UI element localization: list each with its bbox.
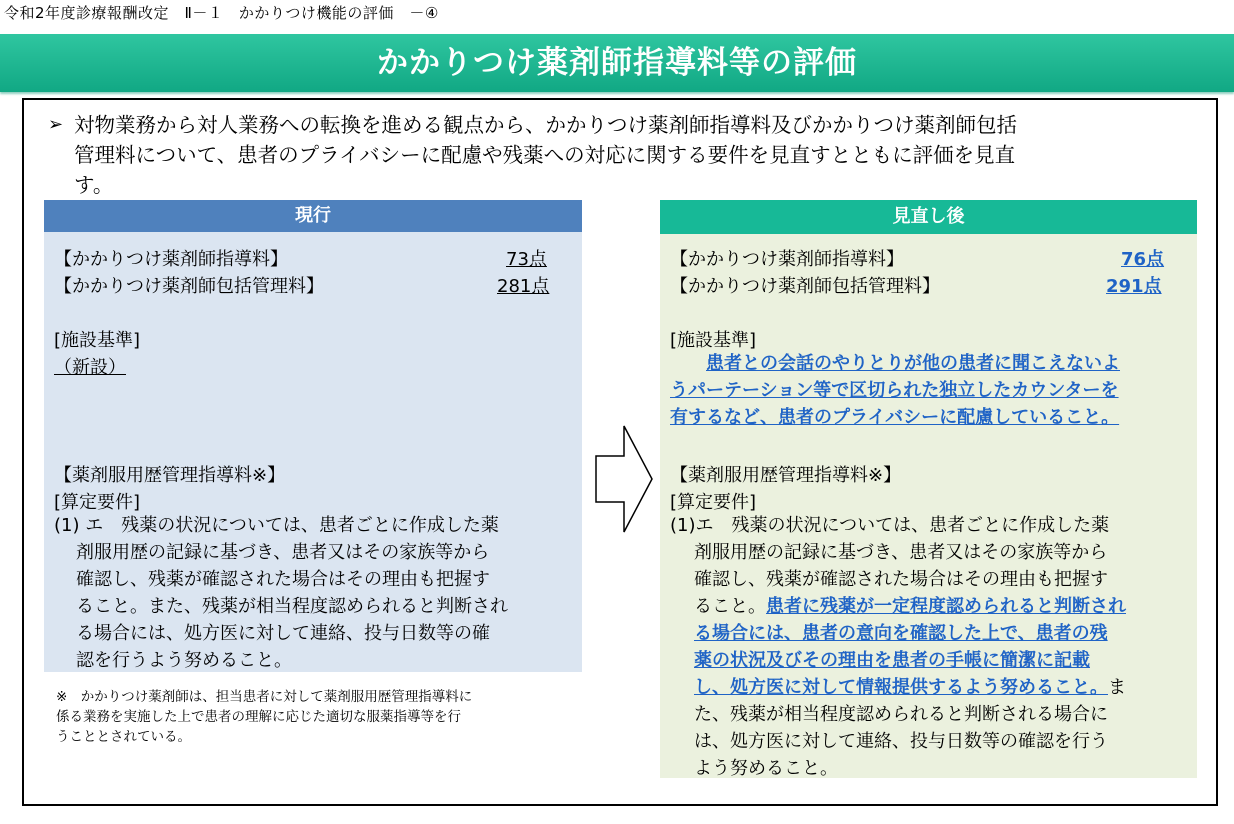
current-facility-value: （新設） <box>54 357 126 378</box>
revised-calc-label: [算定要件] <box>670 492 757 513</box>
req-line: た、残薬が相当程度認められると判断される場合に <box>694 704 1108 725</box>
right-arrow-outline-icon <box>594 424 654 534</box>
current-fee1-name: 【かかりつけ薬剤師指導料】 <box>54 249 288 270</box>
footnote <box>56 687 586 747</box>
revised-fee1-name: 【かかりつけ薬剤師指導料】 <box>670 249 904 270</box>
req-emphasis: し、処方医に対して情報提供するよう努めること。 <box>694 677 1108 698</box>
bullet-icon: ➢ <box>48 114 64 135</box>
revised-facility-label: [施設基準] <box>670 330 757 351</box>
req-line: (1) エ 残薬の状況については、患者ごとに作成した薬 <box>54 515 499 536</box>
req-text: ま <box>1108 677 1126 698</box>
req-line: 剤服用歴の記録に基づき、患者又はその家族等から <box>694 542 1108 563</box>
current-fee1-points: 73点 <box>506 249 547 270</box>
current-fee2-name: 【かかりつけ薬剤師包括管理料】 <box>54 276 324 297</box>
revised-fee1-points: 76点 <box>1121 249 1165 270</box>
facility-line: 有するなど、患者のプライバシーに配慮していること。 <box>670 407 1120 428</box>
revised-requirements <box>670 512 1195 782</box>
footnote-line: うこととされている。 <box>56 729 191 745</box>
req-line: 認を行うよう努めること。 <box>76 650 292 671</box>
current-facility-label: [施設基準] <box>54 330 141 351</box>
req-line: 確認し、残薬が確認された場合はその理由も把握す <box>76 569 490 590</box>
revised-header: 見直し後 <box>660 200 1197 234</box>
req-line: ること。また、残薬が相当程度認められると判断され <box>76 596 508 617</box>
req-text: ること。 <box>694 596 766 617</box>
revised-fee2-points: 291点 <box>1106 276 1162 297</box>
facility-line: うパーテーション等で区切られた独立したカウンターを <box>670 380 1119 401</box>
intro-line: 対物業務から対人業務への転換を進める観点から、かかりつけ薬剤師指導料及びかかりつけ薬剤師包括 <box>74 113 1017 137</box>
current-drug-title: 【薬剤服用歴管理指導料※】 <box>54 465 286 486</box>
intro-line: す。 <box>74 173 114 197</box>
current-fee2-points: 281点 <box>497 276 550 297</box>
current-header: 現行 <box>44 200 582 232</box>
current-requirements <box>54 512 574 674</box>
req-line <box>670 674 1195 701</box>
footnote-line: 係る業務を実施した上で患者の理解に応じた適切な服薬指導等を行 <box>56 709 461 725</box>
req-line: る場合には、処方医に対して連絡、投与日数等の確 <box>76 623 490 644</box>
req-line: は、処方医に対して連絡、投与日数等の確認を行う <box>694 731 1108 752</box>
req-line <box>670 593 1195 620</box>
req-line: 確認し、残薬が確認された場合はその理由も把握す <box>694 569 1108 590</box>
facility-line: 患者との会話のやりとりが他の患者に聞こえないよ <box>706 353 1120 374</box>
req-line: よう努めること。 <box>694 758 838 779</box>
breadcrumb: 令和2年度診療報酬改定 Ⅱ－１ かかりつけ機能の評価 －④ <box>4 4 439 22</box>
page-title: かかりつけ薬剤師指導料等の評価 <box>377 45 857 81</box>
revised-facility-text <box>670 350 1195 431</box>
req-emphasis-line: る場合には、患者の意向を確認した上で、患者の残 <box>694 623 1108 644</box>
req-emphasis-line: 薬の状況及びその理由を患者の手帳に簡潔に記載 <box>694 650 1090 671</box>
req-line: (1)エ 残薬の状況については、患者ごとに作成した薬 <box>670 515 1110 536</box>
revised-fee2-name: 【かかりつけ薬剤師包括管理料】 <box>670 276 940 297</box>
revised-drug-title: 【薬剤服用歴管理指導料※】 <box>670 465 902 486</box>
footnote-line: ※ かかりつけ薬剤師は、担当患者に対して薬剤服用歴管理指導料に <box>56 689 473 705</box>
req-emphasis: 患者に残薬が一定程度認められると判断され <box>766 596 1126 617</box>
intro-body <box>74 110 1214 200</box>
req-line: 剤服用歴の記録に基づき、患者又はその家族等から <box>76 542 490 563</box>
intro-line: 管理料について、患者のプライバシーに配慮や残薬への対応に関する要件を見直すとともに評価を見直 <box>74 143 1016 167</box>
current-calc-label: [算定要件] <box>54 492 141 513</box>
